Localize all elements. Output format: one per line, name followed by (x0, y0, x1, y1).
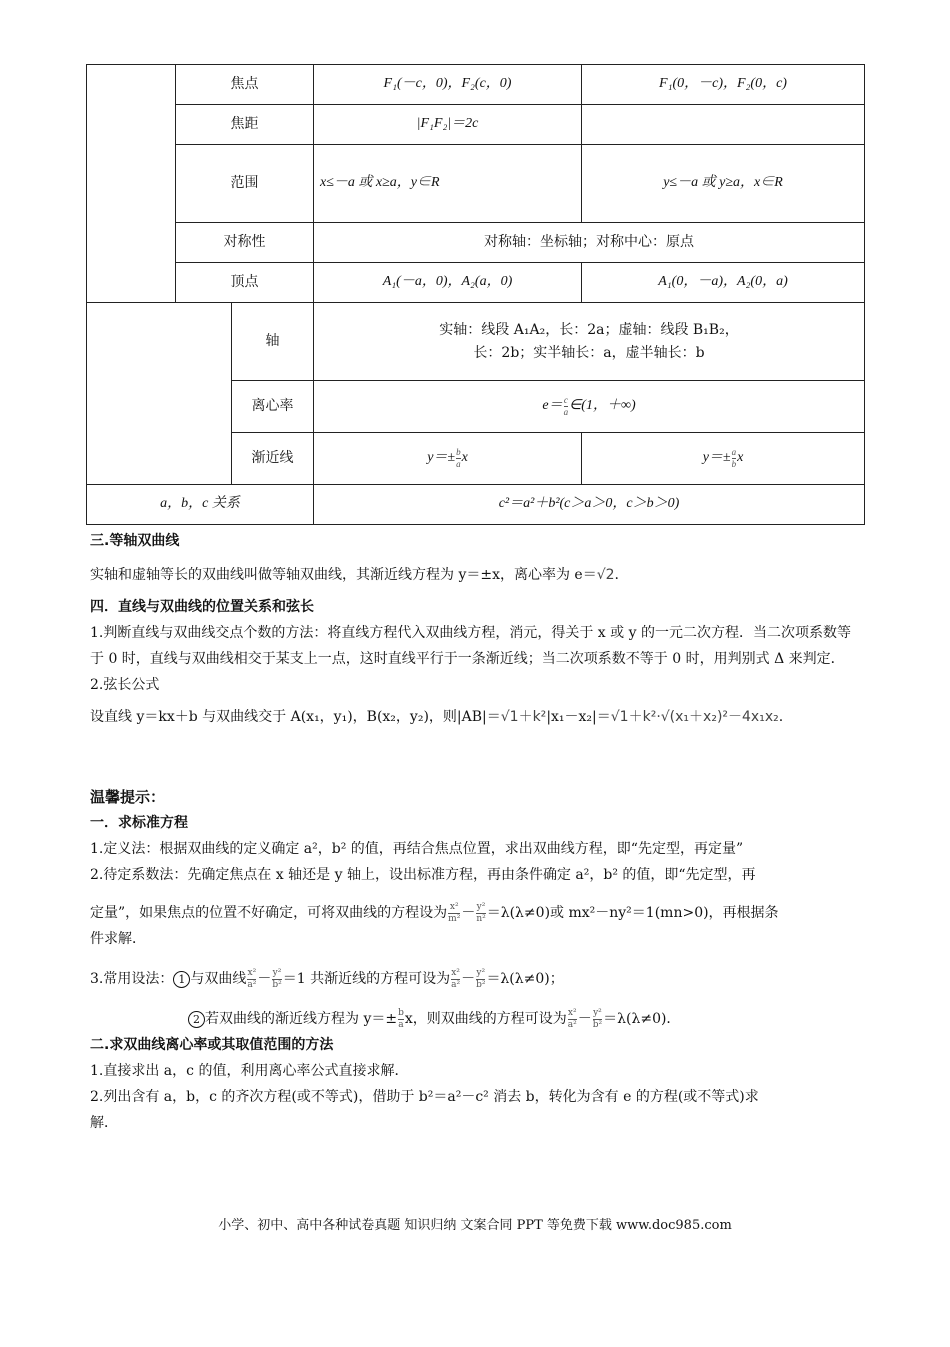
blank-cell (87, 65, 176, 303)
asym-x-fraction: $\frac{b}{a}$ (456, 446, 461, 469)
section-title-equiaxial: 三.等轴双曲线 (90, 533, 180, 549)
range-y-axis: y≤－a 或 y≥a，x∈R (582, 145, 865, 223)
tip-ecc-direct: 1.直接求出 a，c 的值，利用离心率公式直接求解． (90, 1063, 409, 1079)
axis-line-2: 长：2b；实半轴长：a，虚半轴长：b (473, 344, 705, 361)
focus-x-axis: F₁(－c，0)，F₂(c，0) (314, 65, 582, 105)
focal-length-value: |F₁F₂|＝2c (314, 105, 582, 145)
tip-definition-method: 1.定义法：根据双曲线的定义确定 a²，b² 的值，再结合焦点位置，求出双曲线方程，即“先定型，再定量” (90, 841, 744, 857)
symmetry-label: 对称性 (176, 223, 314, 263)
tip-asymptote-setting: 2 若双曲线的渐近线方程为 y＝± $\frac{b}{a}$ x，则双曲线的方程可设为 $\frac{\text{x²}}{\text{a²}}$ － $\frac{\text{y²}}{\text{b²}}$ ＝λ(λ≠0)． (90, 1006, 864, 1032)
tips-subtitle-eccentricity: 二.求双曲线离心率或其取值范围的方法 (90, 1037, 334, 1053)
tip-ecc-homogeneous: 2.列出含有 a，b，c 的齐次方程(或不等式)，借助于 b²＝a²－c² 消去 b，转化为含有 e 的方程(或不等式)求 (90, 1089, 759, 1105)
abc-relation-value: c²＝a²＋b²(c＞a＞0，c＞b＞0) (314, 485, 865, 525)
asymptote-label: 渐近线 (232, 433, 314, 485)
range-x-axis: x≤－a 或 x≥a，y∈R (314, 145, 582, 223)
section-title-line-hyperbola: 四．直线与双曲线的位置关系和弦长 (90, 599, 314, 615)
focal-length-label: 焦距 (176, 105, 314, 145)
focus-y-axis: F₁(0，－c)，F₂(0，c) (582, 65, 865, 105)
vertex-y-axis: A₁(0，－a)，A₂(0，a) (582, 263, 865, 303)
circled-two: 2 (188, 1011, 205, 1028)
tip-undetermined-coeff-cont: 定量”，如果焦点的位置不好确定，可将双曲线的方程设为 $\frac{\text{x²}}{\text{m²}}$ － $\frac{\text{y²}}{\text{n²}}$ ＝λ(λ≠0)或 mx²－ny²＝1(mn>0)，再根据条 (90, 901, 779, 924)
chord-length-heading: 2.弦长公式 (90, 677, 160, 693)
tip-undetermined-coeff-end: 件求解． (90, 931, 146, 947)
eccentricity-label: 离心率 (232, 381, 314, 433)
axis-label: 轴 (232, 303, 314, 381)
chord-length-formula: 设直线 y＝kx＋b 与双曲线交于 A(x₁，y₁)，B(x₂，y₂)，则|AB|＝√1＋k²|x₁－x₂|＝√1＋k²·√(x₁＋x₂)²－4x₁x₂. (90, 709, 784, 725)
intersection-method-paragraph: 1.判断直线与双曲线交点个数的方法：将直线方程代入双曲线方程，消元，得关于 x 或 y 的一元二次方程．当二次项系数等于 0 时，直线与双曲线相交于某支上一点，这时直线平行于一条渐近线；当二次项系数不等于 0 时，用判别式 Δ 来判定． (90, 625, 851, 667)
tips-section (90, 784, 864, 1136)
equiaxial-text: 实轴和虚轴等长的双曲线叫做等轴双曲线，其渐近线方程为 y＝±x，离心率为 e＝√2. (90, 567, 619, 583)
tip-common-settings: 3.常用设法： 1 与双曲线 $\frac{\text{x²}}{\text{a²}}$ － $\frac{\text{y²}}{\text{b²}}$ ＝1 共渐近线的方程可设为 $\frac{\text{x²}}{\text{a²}}$ － $\frac{\text{y²}}{\text{b²}}$ ＝λ(λ≠0)； (90, 967, 564, 990)
page-footer: 小学、初中、高中各种试卷真题 知识归纳 文案合同 PPT 等免费下载 www.doc985.com (218, 1218, 732, 1233)
eccentricity-value: e＝ $\frac{c}{a}$ ∈(1，＋∞) (314, 381, 865, 433)
vertex-x-axis: A₁(－a，0)，A₂(a，0) (314, 263, 582, 303)
tip-undetermined-coeff: 2.待定系数法：先确定焦点在 x 轴还是 y 轴上，设出标准方程，再由条件确定 a²，b² 的值，即“先定型，再 (90, 867, 756, 883)
asymptote-x-axis: y＝± $\frac{b}{a}$ x (314, 433, 582, 485)
axis-value (314, 303, 865, 381)
focal-length-empty (582, 105, 865, 145)
tips-subtitle-standard-equation: 一．求标准方程 (90, 815, 188, 831)
symmetry-value: 对称轴：坐标轴；对称中心：原点 (314, 223, 865, 263)
sqrt-two: √2 (596, 567, 615, 583)
focus-label: 焦点 (176, 65, 314, 105)
abc-relation-label: a，b，c 关系 (87, 485, 314, 525)
line-hyperbola-section (90, 594, 864, 730)
hyperbola-properties-table (86, 64, 865, 525)
asymptote-y-axis: y＝± $\frac{a}{b}$ x (582, 433, 865, 485)
axis-line-1: 实轴：线段 A₁A₂，长：2a；虚轴：线段 B₁B₂， (439, 322, 739, 339)
range-label: 范围 (176, 145, 314, 223)
circled-one: 1 (173, 971, 190, 988)
asym-y-fraction: $\frac{a}{b}$ (731, 446, 737, 469)
blank-cell-2 (87, 303, 232, 485)
ecc-fraction: $\frac{c}{a}$ (563, 394, 569, 417)
tip-ecc-homogeneous-end: 解． (90, 1115, 118, 1131)
tips-title: 温馨提示： (90, 788, 166, 806)
equiaxial-section (90, 528, 864, 588)
vertex-label: 顶点 (176, 263, 314, 303)
